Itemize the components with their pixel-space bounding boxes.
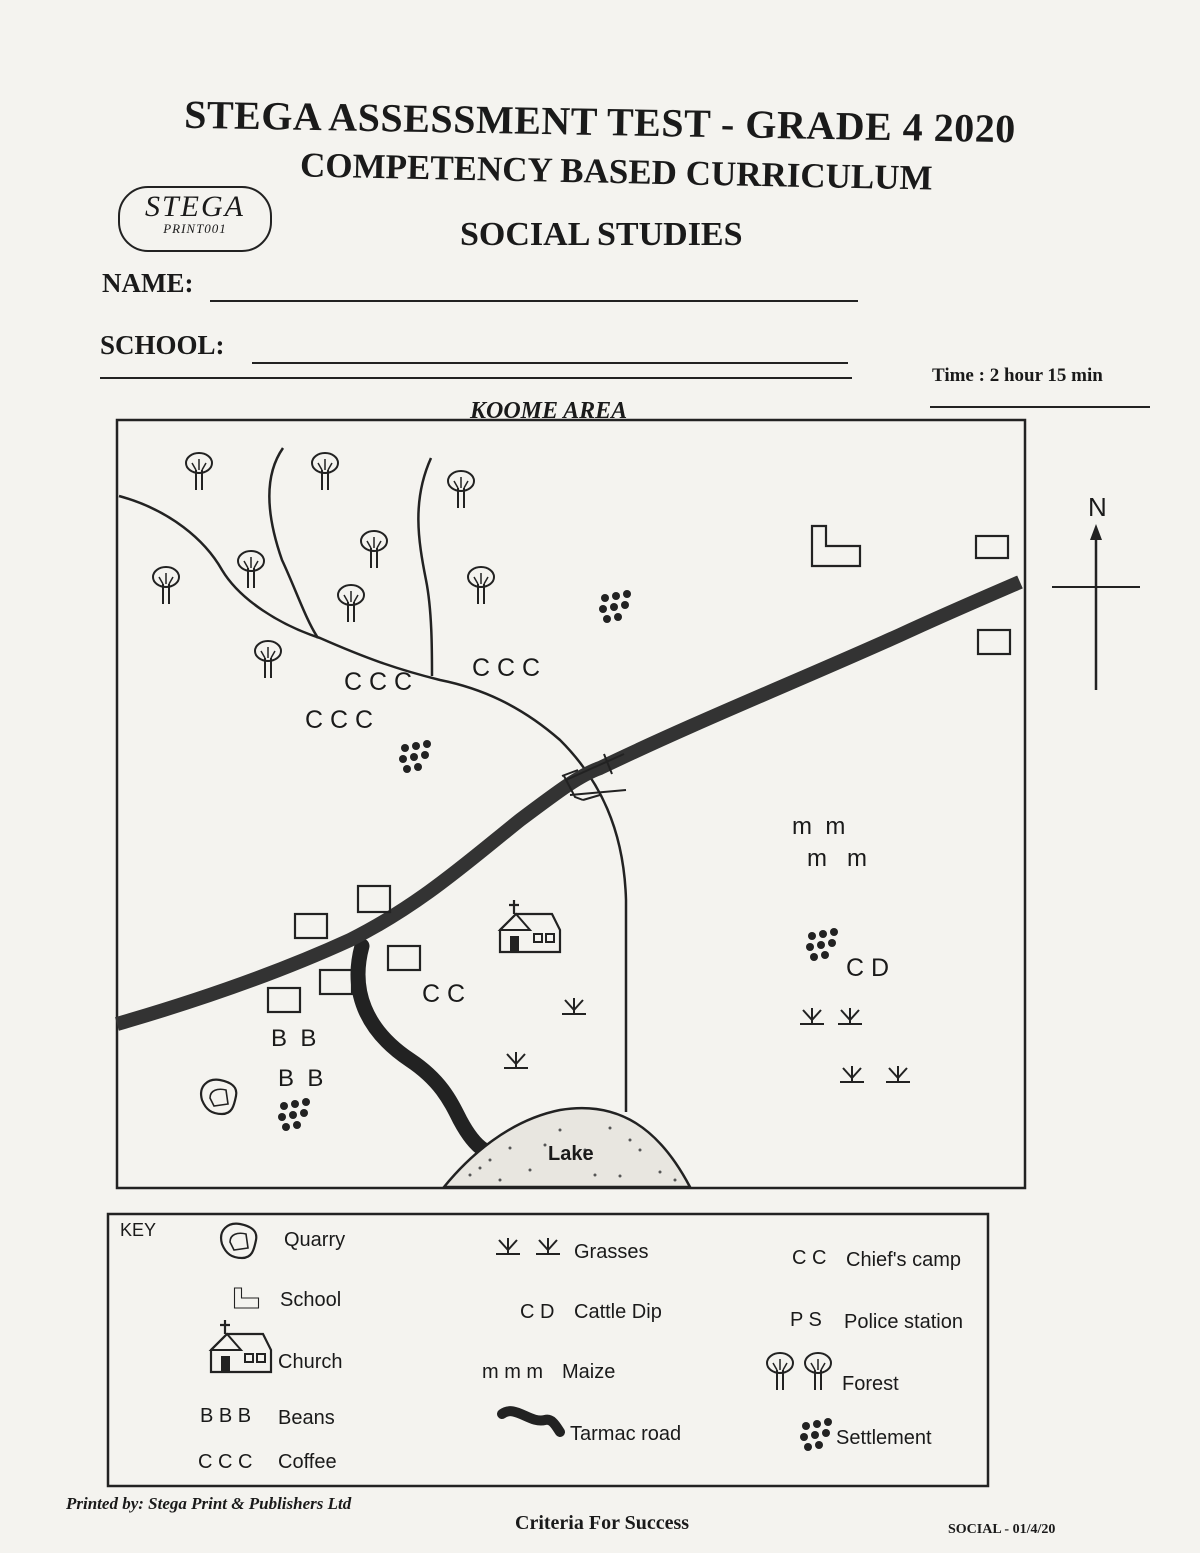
school-label: SCHOOL: — [100, 330, 225, 360]
coffee-symbol: C C C — [344, 668, 413, 696]
quarry-icon — [221, 1224, 256, 1258]
building-icon — [978, 630, 1010, 654]
time-allowed: Time : 2 hour 15 min — [932, 365, 1103, 386]
key-school: School — [280, 1289, 342, 1311]
key-grasses: Grasses — [574, 1241, 649, 1263]
building-icon — [976, 536, 1008, 558]
printer-credit: Printed by: Stega Print & Publishers Ltd — [66, 1494, 352, 1513]
school-icon — [235, 1288, 259, 1308]
key-coffee: Coffee — [278, 1451, 337, 1473]
quarry-icon — [201, 1080, 236, 1114]
building-icon — [320, 970, 352, 994]
paper-code: SOCIAL - 01/4/20 — [948, 1522, 1056, 1537]
key-chiefs-symbol: C C — [792, 1247, 827, 1269]
key-tarmac: Tarmac road — [570, 1423, 682, 1445]
key-beans: Beans — [278, 1407, 335, 1429]
coffee-symbol: C C C — [305, 706, 374, 734]
school-icon — [812, 526, 860, 566]
cattle-dip-symbol: C D — [846, 954, 890, 982]
church-icon — [211, 1320, 271, 1372]
map-title: KOOME AREA — [470, 398, 628, 424]
maize-symbol: m m — [807, 845, 867, 872]
settlement-icon — [800, 1418, 832, 1451]
key-chiefs: Chief's camp — [846, 1249, 961, 1271]
church-icon — [500, 900, 560, 952]
key-heading: KEY — [120, 1220, 157, 1240]
logo-text: STEGA — [145, 190, 245, 223]
grasses-icon — [536, 1238, 560, 1254]
beans-symbol: B B — [278, 1065, 324, 1092]
river-line — [269, 448, 318, 638]
test-title: STEGA ASSESSMENT TEST - GRADE 4 2020 — [183, 91, 1017, 152]
key-cattle-dip-symbol: C D — [520, 1301, 555, 1323]
river — [358, 946, 484, 1150]
key-maize: Maize — [562, 1361, 616, 1383]
subject-title: SOCIAL STUDIES — [460, 216, 743, 253]
key-cattle-dip: Cattle Dip — [574, 1301, 662, 1323]
key-beans-symbol: B B B — [200, 1405, 252, 1427]
logo-subtext: PRINT001 — [163, 221, 227, 236]
chiefs-camp-symbol: C C — [422, 980, 466, 1008]
tarmac-road-icon — [502, 1411, 560, 1432]
building-icon — [295, 914, 327, 938]
key-church: Church — [278, 1351, 343, 1373]
motto: Criteria For Success — [515, 1512, 690, 1534]
key-maize-symbol: m m m — [482, 1361, 544, 1383]
key-forest: Forest — [842, 1373, 899, 1395]
grasses-icon — [504, 998, 910, 1082]
forest-icon — [153, 453, 494, 678]
beans-symbol: B B — [271, 1025, 317, 1052]
grasses-icon — [496, 1238, 520, 1254]
north-label: N — [1088, 492, 1107, 522]
key-police: Police station — [844, 1311, 963, 1333]
curriculum-subtitle: COMPETENCY BASED CURRICULUM — [299, 145, 933, 198]
key-coffee-symbol: C C C — [198, 1451, 253, 1473]
building-icon — [388, 946, 420, 970]
map-border — [117, 420, 1025, 1188]
name-label: NAME: — [102, 268, 194, 298]
key-settlement: Settlement — [836, 1427, 932, 1449]
forest-icon — [767, 1353, 793, 1390]
forest-icon — [805, 1353, 831, 1390]
building-icon — [268, 988, 300, 1012]
key-quarry: Quarry — [284, 1229, 346, 1251]
key-police-symbol: P S — [790, 1309, 822, 1331]
coffee-symbol: C C C — [472, 654, 541, 682]
building-icon — [358, 886, 390, 912]
north-arrow-icon — [1052, 524, 1140, 690]
maize-symbol: m m — [792, 813, 846, 840]
river-line — [418, 458, 432, 676]
lake-label: Lake — [548, 1143, 594, 1165]
